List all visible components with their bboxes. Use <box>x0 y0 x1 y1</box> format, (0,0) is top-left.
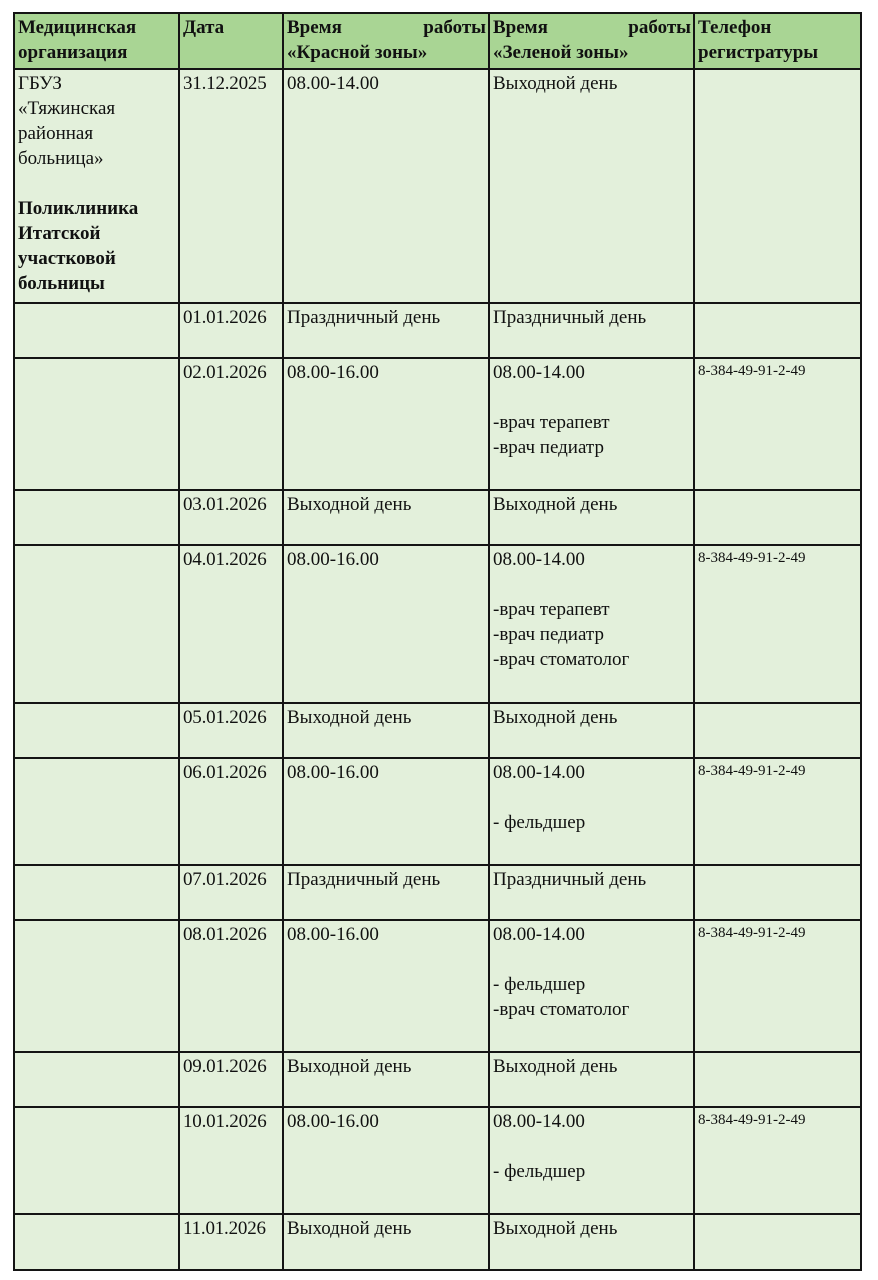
phone-cell <box>694 703 861 758</box>
organization-cell <box>14 1214 179 1270</box>
green-zone-cell: 08.00-14.00 -врач терапевт -врач педиатр -врач стоматолог <box>489 545 694 703</box>
organization-cell <box>14 920 179 1052</box>
staff-item: - фельдшер <box>493 974 586 995</box>
red-zone-cell: Выходной день <box>283 1214 489 1270</box>
green-zone-cell: Выходной день <box>489 1052 694 1107</box>
staff-item: -врач терапевт <box>493 412 610 433</box>
green-zone-cell: Выходной день <box>489 69 694 303</box>
header-date: Дата <box>179 13 283 69</box>
table-row <box>14 758 861 865</box>
table-row <box>14 920 861 1052</box>
table-row <box>14 1107 861 1214</box>
phone-cell: 8-384-49-91-2-49 <box>694 1107 861 1214</box>
red-zone-cell: 08.00-16.00 <box>283 358 489 490</box>
red-zone-cell: 08.00-16.00 <box>283 1107 489 1214</box>
red-zone-cell: 08.00-16.00 <box>283 545 489 703</box>
organization-cell <box>14 358 179 490</box>
green-zone-cell: 08.00-14.00 -врач терапевт -врач педиатр <box>489 358 694 490</box>
phone-cell <box>694 865 861 920</box>
red-zone-cell: 08.00-16.00 <box>283 758 489 865</box>
organization-cell <box>14 303 179 358</box>
table-row <box>14 358 861 490</box>
table-row <box>14 1052 861 1107</box>
date-cell: 06.01.2026 <box>179 758 283 865</box>
staff-item: - фельдшер <box>493 1161 586 1182</box>
date-cell: 11.01.2026 <box>179 1214 283 1270</box>
green-zone-cell: Выходной день <box>489 1214 694 1270</box>
phone-cell: 8-384-49-91-2-49 <box>694 545 861 703</box>
red-zone-cell: 08.00-16.00 <box>283 920 489 1052</box>
staff-item: -врач педиатр <box>493 437 604 458</box>
phone-cell <box>694 1214 861 1270</box>
phone-cell: 8-384-49-91-2-49 <box>694 358 861 490</box>
header-organization: Медицинская организация <box>14 13 179 69</box>
green-zone-cell: Праздничный день <box>489 865 694 920</box>
header-green-zone: Время работы «Зеленой зоны» <box>489 13 694 69</box>
schedule-table <box>13 12 862 1271</box>
date-cell: 02.01.2026 <box>179 358 283 490</box>
date-cell: 09.01.2026 <box>179 1052 283 1107</box>
red-zone-cell: Выходной день <box>283 1052 489 1107</box>
organization-cell <box>14 490 179 545</box>
table-row <box>14 69 861 303</box>
staff-item: -врач стоматолог <box>493 649 630 670</box>
organization-cell <box>14 703 179 758</box>
red-zone-cell: Выходной день <box>283 490 489 545</box>
date-cell: 04.01.2026 <box>179 545 283 703</box>
phone-cell: 8-384-49-91-2-49 <box>694 920 861 1052</box>
organization-cell <box>14 865 179 920</box>
green-zone-cell: Выходной день <box>489 703 694 758</box>
date-cell: 08.01.2026 <box>179 920 283 1052</box>
organization-cell <box>14 545 179 703</box>
table-row <box>14 1214 861 1270</box>
green-zone-cell: 08.00-14.00 - фельдшер <box>489 1107 694 1214</box>
phone-cell: 8-384-49-91-2-49 <box>694 758 861 865</box>
green-zone-cell: 08.00-14.00 - фельдшер -врач стоматолог <box>489 920 694 1052</box>
organization-cell <box>14 758 179 865</box>
organization-cell <box>14 1107 179 1214</box>
table-row <box>14 303 861 358</box>
date-cell: 03.01.2026 <box>179 490 283 545</box>
header-row <box>14 13 861 69</box>
date-cell: 07.01.2026 <box>179 865 283 920</box>
phone-cell <box>694 490 861 545</box>
staff-item: -врач стоматолог <box>493 999 630 1020</box>
red-zone-cell: Выходной день <box>283 703 489 758</box>
phone-cell <box>694 1052 861 1107</box>
date-cell: 05.01.2026 <box>179 703 283 758</box>
header-red-zone: Время работы «Красной зоны» <box>283 13 489 69</box>
table-row <box>14 545 861 703</box>
green-zone-cell: Праздничный день <box>489 303 694 358</box>
phone-cell <box>694 303 861 358</box>
green-zone-cell: 08.00-14.00 - фельдшер <box>489 758 694 865</box>
staff-item: -врач терапевт <box>493 599 610 620</box>
red-zone-cell: Праздничный день <box>283 303 489 358</box>
red-zone-cell: Праздничный день <box>283 865 489 920</box>
staff-item: -врач педиатр <box>493 624 604 645</box>
phone-cell <box>694 69 861 303</box>
date-cell: 10.01.2026 <box>179 1107 283 1214</box>
table-row <box>14 490 861 545</box>
table-row <box>14 865 861 920</box>
organization-cell: ГБУЗ «Тяжинская районная больница» Поликлиника Итатской участковой больницы <box>14 69 179 303</box>
staff-item: - фельдшер <box>493 812 586 833</box>
header-phone: Телефон регистратуры <box>694 13 861 69</box>
date-cell: 31.12.2025 <box>179 69 283 303</box>
organization-cell <box>14 1052 179 1107</box>
green-zone-cell: Выходной день <box>489 490 694 545</box>
table-row <box>14 703 861 758</box>
red-zone-cell: 08.00-14.00 <box>283 69 489 303</box>
date-cell: 01.01.2026 <box>179 303 283 358</box>
